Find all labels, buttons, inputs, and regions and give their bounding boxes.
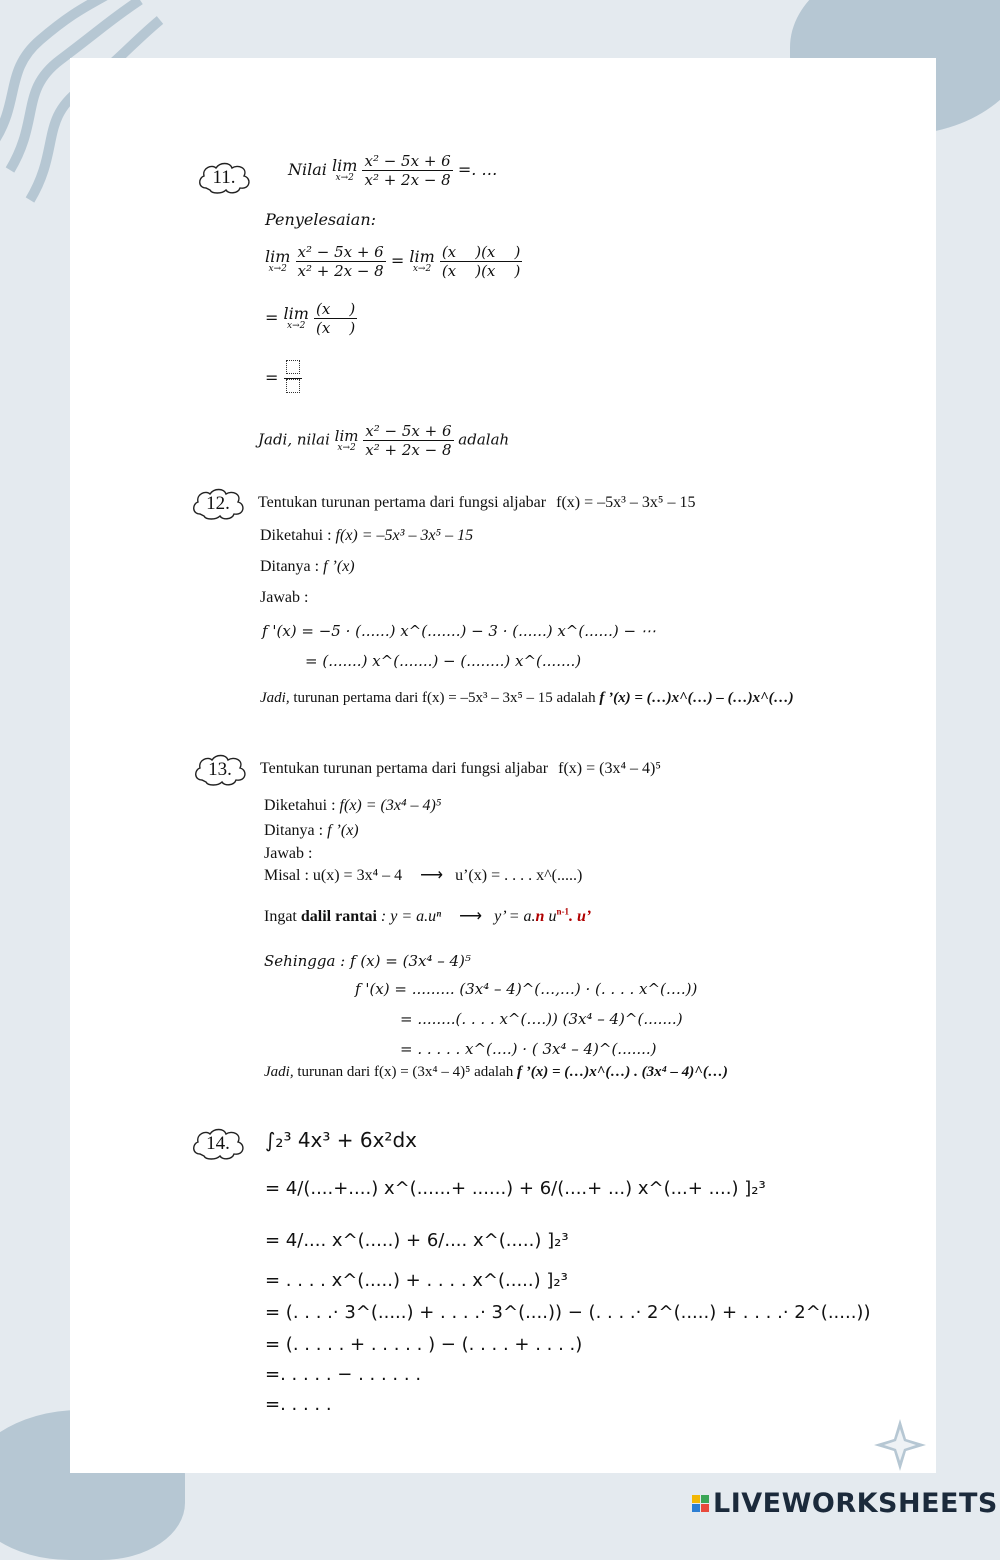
sehingga-line: Sehingga : f (x) = (3x⁴ – 4)⁵ — [264, 952, 471, 970]
lim-word: lim — [283, 304, 309, 323]
ditanya-label: Ditanya : — [264, 822, 324, 839]
lim-word: lim — [334, 426, 359, 445]
answer-numerator-box[interactable] — [284, 360, 302, 379]
question-number-badge — [196, 160, 252, 196]
function: f(x) = –5x³ – 3x⁵ – 15 — [556, 494, 696, 511]
step-1: = 4/(....+....) x^(......+ ......) + 6/(....+ ...) x^(...+ ....) ]₂³ — [265, 1178, 766, 1199]
conclusion-prefix: Jadi, nilai — [258, 430, 330, 449]
lim-word: lim — [409, 247, 435, 266]
question-13-text — [260, 760, 661, 778]
answer-step — [265, 360, 302, 397]
question-number-badge — [190, 486, 246, 522]
answer-field[interactable]: f ’(x) = (…)x^(…) – (…)x^(…) — [599, 690, 794, 706]
brand-name: LIVEWORKSHEETS — [713, 1488, 998, 1519]
step-2: = 4/.... x^(.....) + 6/.... x^(.....) ]₂³ — [265, 1230, 569, 1251]
jawab-label: Jawab : — [260, 589, 309, 606]
ditanya — [264, 822, 359, 840]
jadi-word: Jadi, — [260, 690, 290, 706]
sparkle-icon — [870, 1415, 930, 1475]
step-2: = (.......) x^(.......) − (........) x^(.......) — [305, 652, 582, 670]
lim-subscript: x→2 — [337, 442, 356, 453]
arrow-right-icon: ⟶ — [459, 908, 483, 925]
conclusion — [260, 690, 794, 707]
question-number-badge — [192, 752, 248, 788]
factor-step — [265, 243, 522, 280]
step-4: = (. . . .· 3^(.....) + . . . .· 3^(....)) − (. . . .· 2^(.....) + . . . .· 2^(.....)) — [265, 1302, 871, 1323]
lim-subscript: x→2 — [412, 264, 432, 274]
step-5: = (. . . . . + . . . . . ) − (. . . . + . . . .) — [265, 1334, 583, 1355]
lim-word: lim — [331, 156, 358, 175]
reduced-numerator: (x ) — [316, 300, 356, 318]
dalil-rantai-label: dalil rantai — [300, 908, 377, 925]
misal-result: u’(x) = . . . . x^(.....) — [455, 867, 583, 884]
question-number: 12. — [206, 493, 230, 514]
misal-text: Misal : u(x) = 3x⁴ – 4 — [264, 867, 403, 884]
question-text: Tentukan turunan pertama dari fungsi aljabar — [258, 494, 547, 511]
question-suffix: =. … — [457, 160, 498, 179]
limit-symbol — [334, 426, 359, 453]
ditanya-value: f ’(x) — [323, 558, 355, 575]
question-number: 14. — [206, 1133, 230, 1154]
question-number-badge — [190, 1126, 246, 1162]
question-12-text — [258, 494, 696, 512]
lim-subscript: x→2 — [268, 264, 287, 274]
factored-denominator: (x )(x ) — [441, 262, 521, 280]
numerator: x² − 5x + 6 — [365, 422, 452, 440]
question-11-text — [288, 152, 497, 189]
step-3: = . . . . x^(.....) + . . . . x^(.....) ]₂³ — [265, 1270, 568, 1291]
reduced-fraction — [314, 300, 357, 337]
question-text: Tentukan turunan pertama dari fungsi aljabar — [260, 760, 549, 777]
limit-fraction — [363, 422, 453, 459]
equals-sign: = — [390, 251, 405, 270]
question-number: 13. — [208, 759, 232, 780]
chain-result-u: u — [548, 908, 557, 925]
question-number: 11. — [212, 167, 236, 188]
numerator: x² − 5x + 6 — [364, 152, 451, 170]
chain-result-exponent: n-1 — [556, 906, 569, 917]
chain-result-uprime: . u’ — [568, 908, 592, 925]
denominator: x² + 2x − 8 — [297, 262, 384, 280]
diketahui — [264, 797, 441, 815]
penyelesaian-label: Penyelesaian: — [265, 210, 377, 229]
lim-subscript: x→2 — [287, 321, 306, 331]
factored-numerator: (x )(x ) — [441, 243, 521, 261]
chain-result-prefix: y’ = a. — [494, 908, 536, 925]
reduced-step — [265, 300, 357, 337]
limit-symbol — [332, 158, 357, 183]
question-prefix: Nilai — [288, 160, 327, 179]
brand-logo — [692, 1488, 998, 1519]
conclusion-text: turunan dari f(x) = (3x⁴ – 4)⁵ adalah — [297, 1064, 514, 1080]
answer-field[interactable]: f ’(x) = (…)x^(…) . (3x⁴ – 4)^(…) — [517, 1064, 728, 1080]
step-3: = . . . . . x^(….) · ( 3x⁴ – 4)^(.......) — [400, 1040, 657, 1058]
numerator: x² − 5x + 6 — [297, 243, 384, 261]
brand-mark-icon — [692, 1495, 709, 1512]
conclusion-suffix: adalah — [458, 430, 510, 449]
conclusion — [258, 422, 509, 459]
ditanya-value: f ’(x) — [327, 822, 359, 839]
denominator: x² + 2x − 8 — [365, 441, 452, 459]
diketahui-value: f(x) = –5x³ – 3x⁵ – 15 — [335, 527, 474, 544]
limit-symbol — [409, 249, 434, 274]
limit-symbol — [265, 249, 290, 274]
diketahui-value: f(x) = (3x⁴ – 4)⁵ — [339, 797, 442, 814]
conclusion — [264, 1064, 728, 1081]
lim-subscript: x→2 — [335, 173, 354, 183]
step-6: =. . . . . − . . . . . . — [265, 1364, 422, 1385]
equals-sign: = — [265, 368, 279, 387]
step-1: f '(x) = ......... (3x⁴ – 4)^(…,…) · (. . . . x^(….)) — [355, 980, 698, 998]
function: f(x) = (3x⁴ – 4)⁵ — [558, 760, 661, 777]
reduced-denominator: (x ) — [316, 319, 356, 337]
chain-result-n: n — [535, 908, 545, 925]
misal-line — [264, 865, 582, 885]
factored-fraction — [440, 243, 522, 280]
jadi-word: Jadi, — [264, 1064, 294, 1080]
limit-fraction — [296, 243, 386, 280]
limit-fraction — [362, 152, 452, 189]
ingat-line — [264, 906, 591, 926]
answer-denominator-box[interactable] — [284, 379, 302, 397]
step-2: = ........(. . . . x^(….)) (3x⁴ – 4)^(.......) — [400, 1010, 683, 1028]
ingat-prefix: Ingat — [264, 908, 297, 925]
equals-sign: = — [265, 308, 279, 327]
lim-word: lim — [265, 247, 291, 266]
diketahui-label: Diketahui : — [260, 527, 332, 544]
step-7: =. . . . . — [265, 1394, 332, 1415]
conclusion-text: turunan pertama dari f(x) = –5x³ – 3x⁵ – 15 adalah — [293, 690, 596, 706]
ditanya — [260, 558, 355, 576]
answer-fraction[interactable] — [284, 360, 302, 397]
ditanya-label: Ditanya : — [260, 558, 320, 575]
denominator: x² + 2x − 8 — [364, 171, 451, 189]
chain-rule-formula: : y = a.uⁿ — [380, 908, 442, 925]
diketahui-label: Diketahui : — [264, 797, 336, 814]
jawab-label: Jawab : — [264, 845, 313, 862]
limit-symbol — [284, 306, 309, 331]
step-1: f '(x) = −5 · (......) x^(.......) − 3 · (......) x^(......) − ⋯ — [262, 622, 656, 640]
arrow-right-icon: ⟶ — [420, 867, 444, 884]
diketahui — [260, 527, 473, 545]
integral: ∫₂³ 4x³ + 6x²dx — [265, 1128, 417, 1152]
